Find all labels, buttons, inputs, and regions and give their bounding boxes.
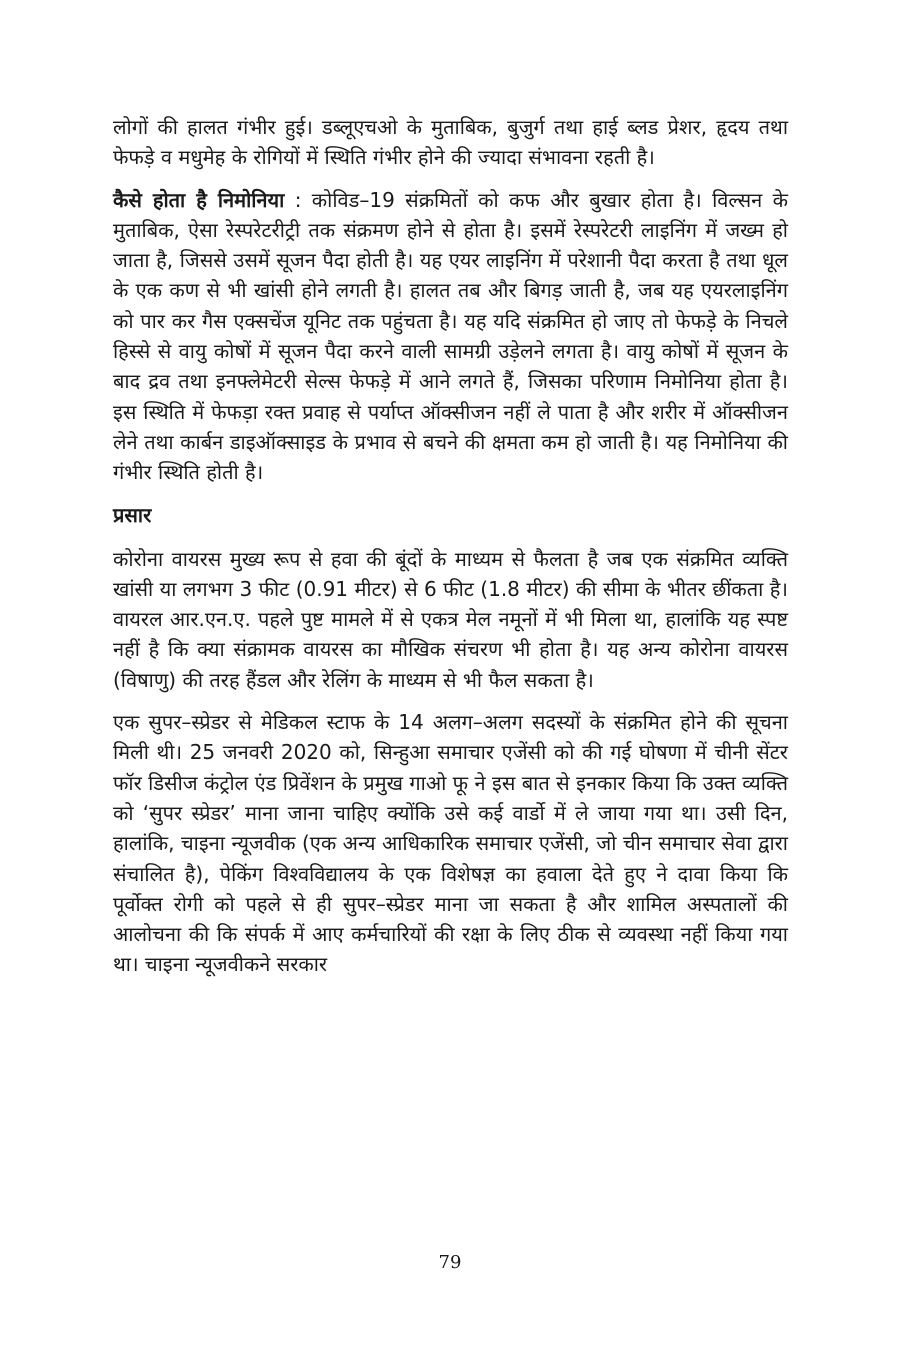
paragraph-risk-factors: लोगों की हालत गंभीर हुई। डब्लूएचओ के मुताबिक, बुजुर्ग तथा हाई ब्लड प्रेशर, हृदय तथा फेफड़े व मधुमेह के रोगियों में स्थिति गंभीर होने की ज्यादा संभावना रहती है। (113, 115, 788, 170)
section-heading: प्रसार (113, 502, 152, 527)
paragraph-transmission: कोरोना वायरस मुख्य रूप से हवा की बूंदों के माध्यम से फैलता है जब एक संक्रमित व्यक्ति खांसी या लगभग 3 फीट (0.91 मीटर) से 6 फीट (1.8 मीटर) की सीमा के भीतर छींकता है। वायरल आर.एन.ए. पहले पुष्ट मामले में से एकत्र मेल नमूनों में भी मिला था, हालांकि यह स्पष्ट नहीं है कि क्या संक्रामक वायरस का मौखिक संचरण भी होता है। यह अन्य कोरोना वायरस (विषाणु) की तरह हैंडल और रेलिंग के माध्यम से भी फैल सकता है। (113, 546, 788, 692)
page-body (113, 112, 788, 992)
paragraph-pneumonia-body: : कोविड–19 संक्रमितों को कफ और बुखार होता है। विल्सन के मुताबिक, ऐसा रेस्परेटरीट्री तक संक्रमण होने से होता है। इसमें रेस्परेटरी लाइनिंग में जख्म हो जाता है, जिससे उसमें सूजन पैदा होती है। यह एयर लाइनिंग में परेशानी पैदा करता है तथा धूल के एक कण से भी खांसी होने लगती है। हालत तब और बिगड़ जाती है, जब यह एयरलाइनिंग को पार कर गैस एक्सचेंज यूनिट तक पहुंचता है। यह यदि संक्रमित हो जाए तो फेफड़े के निचले हिस्से से वायु कोषों में सूजन पैदा करने वाली सामग्री उड़ेलने लगता है। वायु कोषों में सूजन के बाद द्रव तथा इनफ्लेमेटरी सेल्स फेफड़े में आने लगते हैं, जिसका परिणाम निमोनिया होता है। इस स्थिति में फेफड़ा रक्त प्रवाह से पर्याप्त ऑक्सीजन नहीं ले पाता है और शरीर में ऑक्सीजन लेने तथा कार्बन डाइऑक्साइड के प्रभाव से बचने की क्षमता कम हो जाती है। यह निमोनिया की गंभीर स्थिति होती है। (113, 187, 788, 485)
paragraph-super-spreader: एक सुपर–स्प्रेडर से मेडिकल स्टाफ के 14 अलग–अलग सदस्यों के संक्रमित होने की सूचना मिली थी। 25 जनवरी 2020 को, सिन्हुआ समाचार एजेंसी को की गई घोषणा में चीनी सेंटर फॉर डिसीज कंट्रोल एंड प्रिवेंशन के प्रमुख गाओ फू ने इस बात से इनकार किया कि उक्त व्यक्ति को ‘सुपर स्प्रेडर’ माना जाना चाहिए क्योंकि उसे कई वार्डो में ले जाया गया था। उसी दिन, हालांकि, चाइना न्यूजवीक (एक अन्य आधिकारिक समाचार एजेंसी, जो चीन समाचार सेवा द्वारा संचालित है), पेकिंग विश्वविद्यालय के एक विशेषज्ञ का हवाला देते हुए ने दावा किया कि पूर्वोक्त रोगी को पहले से ही सुपर–स्प्रेडर माना जा सकता है और शामिल अस्पतालों की आलोचना की कि संपर्क में आए कर्मचारियों की रक्षा के लिए ठीक से व्यवस्था नहीं किया गया था। चाइना न्यूजवीकने सरकार (113, 710, 788, 977)
paragraph-pneumonia (113, 185, 788, 488)
paragraph-lead-heading: कैसे होता है निमोनिया (113, 187, 285, 212)
page-number: 79 (438, 1252, 462, 1273)
